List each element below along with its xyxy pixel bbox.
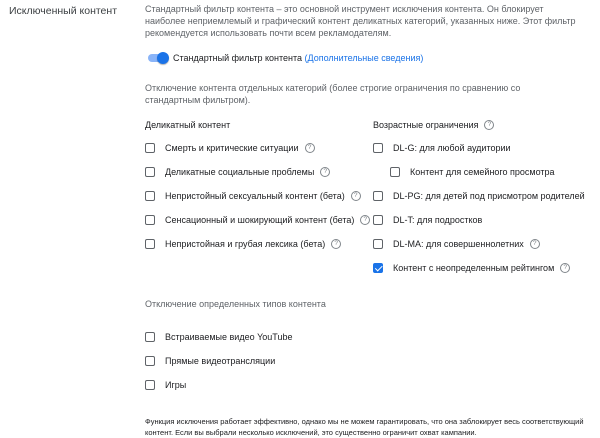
checkbox-label: Непристойный сексуальный контент (бета)	[165, 191, 345, 201]
checkbox[interactable]	[145, 356, 155, 366]
checkbox-row-games[interactable]	[145, 378, 186, 392]
checkbox-row-unrated[interactable]	[373, 261, 570, 275]
checkbox-label: Игры	[165, 380, 187, 390]
checkbox[interactable]	[373, 215, 383, 225]
checkbox[interactable]	[145, 215, 155, 225]
checkbox-label: Смерть и критические ситуации	[165, 143, 299, 153]
checkbox-label: DL-T: для подростков	[393, 215, 483, 225]
checkbox-label: Контент с неопределенным рейтингом	[393, 263, 555, 273]
checkbox[interactable]	[145, 191, 155, 201]
checkbox-label: Деликатные социальные проблемы	[165, 167, 315, 177]
filter-description: Стандартный фильтр контента – это основной инструмент исключения контента. Он блокирует наиболее неприемлемый и графический контент деликатных категорий, указанных ниже. Этот фильтр рекомендуется использовать почти всем рекламодателям.	[145, 4, 576, 38]
age-restrictions-header	[373, 118, 494, 132]
checkbox-label: DL-MA: для совершеннолетних	[393, 239, 524, 249]
checkbox-label: DL-G: для любой аудитории	[393, 143, 511, 153]
help-icon[interactable]: ?	[560, 263, 570, 273]
checkbox-label: Прямые видеотрансляции	[165, 356, 276, 366]
checkbox-label: Непристойная и грубая лексика (бета)	[165, 239, 326, 249]
checkbox-row-embedded-youtube[interactable]	[145, 330, 292, 344]
help-icon[interactable]: ?	[360, 215, 370, 225]
checkbox-row-sensational-shocking[interactable]	[145, 213, 370, 227]
help-icon[interactable]: ?	[320, 167, 330, 177]
content-types-title: Отключение определенных типов контента	[145, 299, 326, 309]
checkbox-label: Контент для семейного просмотра	[410, 167, 555, 177]
sensitive-content-title: Деликатный контент	[145, 120, 231, 130]
checkbox[interactable]	[373, 191, 383, 201]
checkbox-row-sensitive-social-issues[interactable]	[145, 165, 330, 179]
checkbox[interactable]	[145, 332, 155, 342]
checkbox[interactable]	[373, 143, 383, 153]
help-icon[interactable]: ?	[331, 239, 341, 249]
checkbox-label: DL-PG: для детей под присмотром родителей	[393, 191, 585, 201]
checkbox-row-sexually-suggestive[interactable]	[145, 189, 361, 203]
standard-filter-label	[173, 53, 423, 63]
toggle-thumb	[157, 52, 169, 64]
help-icon[interactable]: ?	[530, 239, 540, 249]
standard-filter-text: Стандартный фильтр контента	[173, 53, 302, 63]
checkbox-row-profanity[interactable]	[145, 237, 341, 251]
help-icon[interactable]: ?	[305, 143, 315, 153]
checkbox-row-death-tragedy[interactable]	[145, 141, 315, 155]
categories-description: Отключение контента отдельных категорий (более строгие ограничения по сравнению со стандартным фильтром).	[145, 83, 521, 105]
checkbox-row-live-streams[interactable]	[145, 354, 275, 368]
checkbox-row-dl-ma[interactable]	[373, 237, 540, 251]
age-restrictions-title: Возрастные ограничения	[373, 120, 479, 130]
checkbox-label: Встраиваемые видео YouTube	[165, 332, 293, 342]
footnote: Функция исключения работает эффективно, однако мы не можем гарантировать, что она заблокирует весь соответствующий контент. Если вы выбрали несколько исключений, это существенно ограничит охват кампании.	[145, 417, 584, 437]
checkbox[interactable]	[145, 143, 155, 153]
help-icon[interactable]: ?	[351, 191, 361, 201]
more-info-link[interactable]: (Дополнительные сведения)	[304, 53, 424, 63]
checkbox-row-dl-t[interactable]	[373, 213, 482, 227]
checkbox[interactable]	[373, 239, 383, 249]
standard-filter-toggle[interactable]	[146, 52, 168, 64]
help-icon[interactable]: ?	[484, 120, 494, 130]
checkbox[interactable]	[145, 239, 155, 249]
checkbox-checked[interactable]	[373, 263, 383, 273]
checkbox[interactable]	[145, 380, 155, 390]
checkbox-row-dl-g[interactable]	[373, 141, 511, 155]
checkbox[interactable]	[390, 167, 400, 177]
checkbox[interactable]	[145, 167, 155, 177]
checkbox-row-dl-pg[interactable]	[373, 189, 585, 203]
checkbox-row-family-content[interactable]	[390, 165, 555, 179]
checkbox-label: Сенсационный и шокирующий контент (бета)	[165, 215, 355, 225]
section-title: Исключенный контент	[9, 5, 118, 17]
